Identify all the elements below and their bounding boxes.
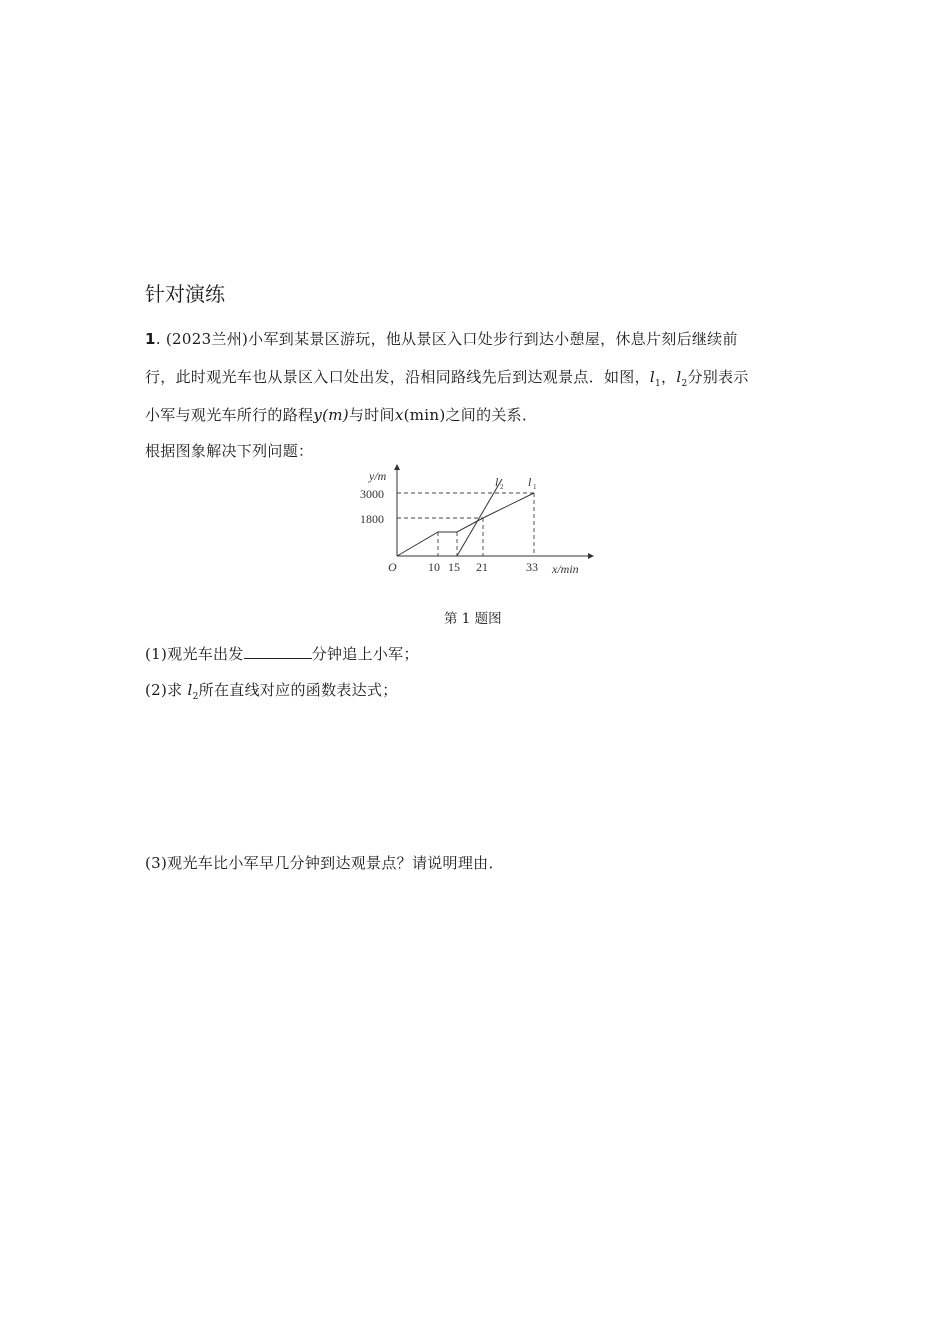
distance-time-graph (350, 462, 600, 582)
label-l1-sub: 1 (533, 483, 537, 491)
unit-m: (m) (322, 406, 349, 424)
label-l1: l (528, 475, 532, 489)
x-axis-label: x/min (552, 562, 579, 576)
problem-text-2a: 行，此时观光车也从景区入口处出发，沿相同路线先后到达观景点．如图， (145, 368, 650, 386)
question-1 (145, 643, 419, 664)
sub-1: 1 (655, 379, 662, 389)
label-l2: l (495, 475, 499, 489)
sub-2: 2 (681, 379, 688, 389)
label-l2-sub: 2 (500, 483, 504, 491)
tick-33: 33 (526, 560, 538, 574)
dashed-guides (397, 493, 534, 556)
text-3a: 小军与观光车所行的路程 (145, 406, 314, 424)
y-axis-label: y/m (369, 469, 387, 483)
figure-caption: 第 1 题图 (444, 611, 502, 627)
sep: ， (661, 368, 677, 386)
var-l1: l (649, 368, 656, 386)
question-3: (3)观光车比小军早几分钟到达观景点？请说明理由． (145, 854, 504, 872)
q2-var-l: l (187, 681, 193, 699)
tick-15: 15 (448, 560, 460, 574)
question-2 (145, 679, 398, 702)
tick-10: 10 (428, 560, 440, 574)
problem-line-3 (145, 404, 537, 425)
section-title: 针对演练 (145, 282, 225, 306)
problem-number: 1 (145, 330, 156, 348)
var-l2: l (676, 368, 682, 386)
q1-text-a: (1)观光车出发 (145, 645, 244, 663)
var-x: x (394, 406, 404, 424)
line-l2 (457, 479, 502, 556)
x-axis-arrow-icon (588, 553, 594, 559)
text-3c: 之间的关系． (445, 406, 538, 424)
tick-21: 21 (476, 560, 488, 574)
var-y: y (313, 406, 323, 424)
line-l1 (397, 493, 534, 556)
problem-line-4: 根据图象解决下列问题： (145, 442, 314, 460)
problem-line-1 (145, 328, 738, 349)
problem-source: (2023兰州) (165, 330, 249, 348)
q2-text-a: (2)求 (145, 681, 188, 699)
tick-3000: 3000 (360, 487, 384, 501)
q2-sub: 2 (192, 692, 199, 702)
problem-line-2 (145, 366, 749, 389)
unit-min: (min) (403, 406, 446, 424)
origin-label: O (388, 560, 397, 574)
answer-blank[interactable] (244, 644, 312, 659)
problem-text-1: 小军到某景区游玩，他从景区入口处步行到达小憩屋，休息片刻后继续前 (248, 330, 738, 348)
tick-1800: 1800 (360, 512, 384, 526)
text-3b: 与时间 (348, 406, 395, 424)
q2-text-b: 所在直线对应的函数表达式； (198, 681, 398, 699)
number-dot: . (155, 330, 166, 348)
y-axis-arrow-icon (394, 464, 400, 470)
q1-text-b: 分钟追上小军； (311, 645, 419, 663)
problem-text-2b: 分别表示 (687, 368, 749, 386)
